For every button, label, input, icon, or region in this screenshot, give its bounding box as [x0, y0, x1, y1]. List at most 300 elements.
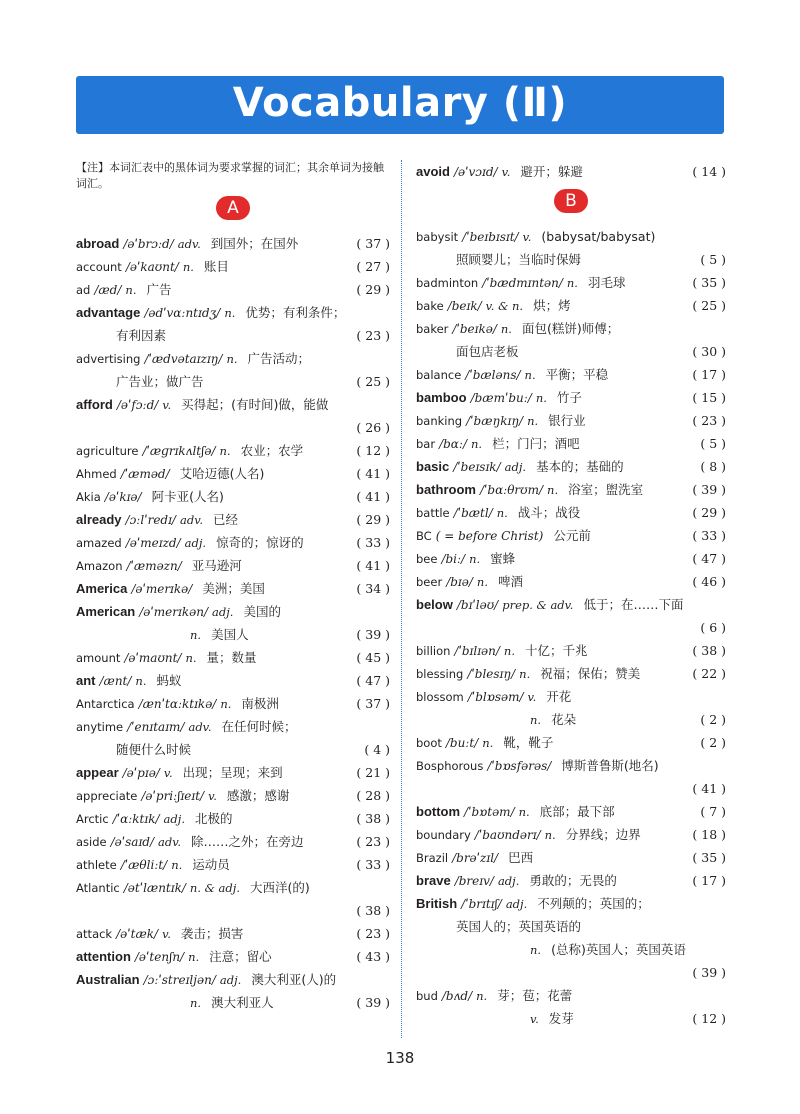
vocab-entry — [416, 455, 726, 478]
entry-line-ref — [416, 777, 726, 800]
definition: 袭击；损害 — [180, 926, 244, 941]
section-b-header — [416, 189, 726, 225]
definition: 感激；感谢 — [226, 788, 290, 803]
vocab-entry — [76, 554, 390, 577]
definition: 北极的 — [194, 811, 233, 826]
phonetic: /ˈbeɪkə/ — [452, 322, 497, 336]
part-of-speech: n. — [185, 651, 197, 665]
vocab-entry — [76, 439, 390, 462]
headword: bud — [416, 989, 438, 1003]
vocab-entry — [416, 731, 726, 754]
headword: boundary — [416, 828, 471, 842]
page-number: 138 — [385, 1049, 415, 1067]
definition: 大西洋(的) — [249, 880, 310, 895]
lesson-ref: ( 25 ) — [692, 298, 726, 313]
lesson-ref: ( 39 ) — [356, 627, 390, 642]
definition: 账目 — [203, 259, 229, 274]
entry-line — [76, 485, 390, 508]
phonetic: /əˈtæk/ — [116, 927, 159, 941]
vocab-entry — [76, 301, 390, 347]
phonetic: /əˈkaʊnt/ — [125, 260, 179, 274]
phonetic: /ˈblɒsəm/ — [467, 690, 524, 704]
entry-line — [76, 232, 390, 255]
entry-line — [416, 800, 726, 823]
entry-line — [76, 278, 390, 301]
entry-line-ref — [76, 899, 390, 922]
vocab-entry — [76, 807, 390, 830]
entry-line — [416, 662, 726, 685]
lesson-ref: ( 43 ) — [356, 949, 390, 964]
definition: 量；数量 — [206, 650, 257, 665]
phonetic: /ænt/ — [99, 674, 132, 688]
entry-line — [416, 892, 726, 915]
vocab-entry — [76, 347, 390, 393]
definition: 南极洲 — [241, 696, 279, 711]
vocab-entry — [76, 876, 390, 922]
part-of-speech: n. — [188, 950, 200, 964]
section-letter-a: A — [216, 196, 250, 220]
lesson-ref: ( 22 ) — [692, 666, 726, 681]
entry-line — [76, 761, 390, 784]
vocab-entry — [416, 639, 726, 662]
phonetic: /əˈtenʃn/ — [134, 950, 185, 964]
lesson-ref: ( 30 ) — [692, 344, 726, 359]
definition: 竹子 — [556, 390, 582, 405]
lesson-ref: ( 15 ) — [692, 390, 726, 405]
headword: Ahmed — [76, 467, 117, 481]
lesson-ref: ( 39 ) — [692, 482, 726, 497]
headword: blessing — [416, 667, 464, 681]
lesson-ref: ( 2 ) — [700, 735, 726, 750]
definition: 祝福；保佑；赞美 — [540, 666, 641, 681]
entry-line — [416, 823, 726, 846]
phonetic: /ˈbɒtəm/ — [464, 805, 515, 819]
vocab-entry — [76, 646, 390, 669]
phonetic: /ˈbæləns/ — [465, 368, 521, 382]
definition: 蜜蜂 — [490, 551, 516, 566]
vocab-entry — [416, 846, 726, 869]
part-of-speech: n. — [500, 322, 512, 336]
phonetic: /ɔːlˈredɪ/ — [125, 513, 176, 527]
vocab-entry — [416, 823, 726, 846]
definition: 艾哈迈德(人名) — [179, 466, 265, 481]
lesson-ref: ( 37 ) — [356, 696, 390, 711]
entry-line — [76, 347, 390, 370]
headword: attack — [76, 927, 113, 941]
phonetic: /əˈmerɪkən/ — [139, 605, 208, 619]
headword: Amazon — [76, 559, 123, 573]
vocab-entry — [76, 600, 390, 646]
part-of-speech-2: n. — [190, 628, 202, 642]
part-of-speech: adj. — [184, 536, 207, 550]
lesson-ref: ( 5 ) — [700, 436, 726, 451]
definition: 战斗；战役 — [517, 505, 581, 520]
phonetic: /ˈbɪlɪən/ — [454, 644, 500, 658]
headword: already — [76, 512, 122, 527]
definition: 亚马逊河 — [191, 558, 242, 573]
part-of-speech: v. — [162, 927, 171, 941]
headword: beer — [416, 575, 443, 589]
vocab-entry — [416, 524, 726, 547]
phonetic: /ˈbeɪsɪk/ — [453, 460, 501, 474]
part-of-speech: adv. — [177, 237, 201, 251]
lesson-ref: ( 45 ) — [356, 650, 390, 665]
vocab-entry — [416, 685, 726, 731]
entry-line — [416, 225, 726, 248]
headword: afford — [76, 397, 113, 412]
entry-line — [416, 363, 726, 386]
part-of-speech: adj. — [219, 973, 242, 987]
lesson-ref: ( 25 ) — [356, 374, 390, 389]
lesson-ref: ( 33 ) — [356, 857, 390, 872]
part-of-speech: v. — [527, 690, 537, 704]
headword: banking — [416, 414, 463, 428]
entry-line-cont — [416, 340, 726, 363]
left-column — [76, 160, 390, 1014]
part-of-speech: v. — [208, 789, 217, 803]
vocab-entry — [416, 892, 726, 984]
phonetic: /ədˈvɑːntɪdʒ/ — [144, 306, 221, 320]
vocab-entry — [416, 984, 726, 1030]
vocab-entry — [416, 294, 726, 317]
headword: bake — [416, 299, 444, 313]
lesson-ref: ( 12 ) — [356, 443, 390, 458]
definition: 蚂蚁 — [156, 673, 182, 688]
part-of-speech: adv. — [158, 835, 182, 849]
vocab-entry — [416, 570, 726, 593]
part-of-speech-2: v. — [530, 1012, 539, 1026]
definition: 开花 — [546, 689, 572, 704]
phonetic: /ˈæθliːt/ — [120, 858, 168, 872]
phonetic: /ˈbæŋkɪŋ/ — [466, 414, 524, 428]
lesson-ref: ( 38 ) — [692, 643, 726, 658]
headword: blossom — [416, 690, 464, 704]
headword: ad — [76, 283, 91, 297]
vocab-entry — [416, 754, 726, 800]
phonetic: /əˈpriːʃɪeɪt/ — [141, 789, 205, 803]
definition: 分界线；边界 — [565, 827, 641, 842]
definition: 不列颠的；英国的； — [537, 896, 650, 911]
entry-line-cont — [416, 248, 726, 271]
entry-line — [416, 570, 726, 593]
entry-line — [76, 945, 390, 968]
headword: American — [76, 604, 136, 619]
definition: 浴室；盥洗室 — [568, 482, 644, 497]
entry-line-sense2 — [416, 1007, 726, 1030]
part-of-speech: n. — [476, 575, 488, 589]
part-of-speech: adj. — [211, 605, 234, 619]
headword: bee — [416, 552, 438, 566]
lesson-ref: ( 6 ) — [700, 620, 726, 635]
right-column — [416, 160, 726, 1030]
definition: 避开；躲避 — [520, 164, 583, 179]
lesson-ref: ( 46 ) — [692, 574, 726, 589]
headword: billion — [416, 644, 451, 658]
lesson-ref: ( 21 ) — [356, 765, 390, 780]
phonetic: /əˈbrɔːd/ — [123, 237, 174, 251]
vocab-entry — [416, 160, 726, 183]
entry-line — [76, 531, 390, 554]
definition: 注意；留心 — [209, 949, 272, 964]
part-of-speech: n. — [469, 552, 481, 566]
headword: athlete — [76, 858, 117, 872]
entry-line — [416, 160, 726, 183]
definition: 优势；有利条件； — [245, 305, 346, 320]
definition: 勇敢的；无畏的 — [529, 873, 617, 888]
definition: 美国的 — [243, 604, 281, 619]
entry-line — [76, 508, 390, 531]
headword: British — [416, 896, 458, 911]
entry-line-cont — [416, 915, 726, 938]
entry-line — [416, 478, 726, 501]
headword: amount — [76, 651, 121, 665]
headword: appear — [76, 765, 119, 780]
definition: 在任何时候； — [221, 719, 297, 734]
column-divider — [401, 160, 402, 1038]
part-of-speech: n. — [519, 667, 531, 681]
part-of-speech: adj. — [505, 897, 528, 911]
part-of-speech: n. — [476, 989, 488, 1003]
part-of-speech: n. — [547, 483, 559, 497]
definition: 银行业 — [548, 413, 586, 428]
lesson-ref: ( 23 ) — [356, 834, 390, 849]
lesson-ref: ( 41 ) — [356, 466, 390, 481]
lesson-ref: ( 23 ) — [356, 328, 390, 343]
lesson-ref: ( 27 ) — [356, 259, 390, 274]
headword: battle — [416, 506, 450, 520]
vocab-entry — [76, 577, 390, 600]
entry-list-a-cont — [416, 160, 726, 183]
part-of-speech: n. — [524, 368, 536, 382]
entry-line — [76, 577, 390, 600]
headword: aside — [76, 835, 107, 849]
vocab-entry — [76, 945, 390, 968]
vocab-entry — [76, 462, 390, 485]
headword: baker — [416, 322, 449, 336]
phonetic: /beɪk/ — [447, 299, 482, 313]
part-of-speech: n. — [503, 644, 515, 658]
section-letter-b: B — [554, 189, 588, 213]
definition-cont: 面包店老板 — [456, 344, 519, 359]
entry-line — [416, 432, 726, 455]
headword: Arctic — [76, 812, 109, 826]
lesson-ref: ( 39 ) — [356, 995, 390, 1010]
headword: abroad — [76, 236, 120, 251]
phonetic: /əˈmaʊnt/ — [124, 651, 182, 665]
part-of-speech: n. — [471, 437, 483, 451]
headword: bar — [416, 437, 436, 451]
headword: below — [416, 597, 453, 612]
entry-line-cont — [76, 370, 390, 393]
vocab-entry — [416, 409, 726, 432]
phonetic: /brəˈzɪl/ — [452, 851, 499, 865]
entry-line — [416, 271, 726, 294]
lesson-ref: ( 35 ) — [692, 275, 726, 290]
definition: 农业；农学 — [240, 443, 304, 458]
entry-line — [76, 255, 390, 278]
lesson-ref: ( 17 ) — [692, 873, 726, 888]
vocab-entry — [76, 278, 390, 301]
lesson-ref: ( 37 ) — [356, 236, 390, 251]
vocab-entry — [76, 922, 390, 945]
entry-line-sense2 — [76, 623, 390, 646]
phonetic: /buːt/ — [445, 736, 479, 750]
definition: 烘；烤 — [533, 298, 571, 313]
note-text: 【注】本词汇表中的黑体词为要求掌握的词汇；其余单词为接触词汇。 — [76, 161, 384, 190]
part-of-speech: n. — [135, 674, 147, 688]
phonetic: /ɔːˈstreɪljən/ — [143, 973, 216, 987]
lesson-ref: ( 12 ) — [692, 1011, 726, 1026]
part-of-speech: n. & adj. — [189, 881, 240, 895]
vocab-entry — [416, 547, 726, 570]
lesson-ref: ( 28 ) — [356, 788, 390, 803]
vocab-entry — [416, 478, 726, 501]
phonetic: /bɪə/ — [446, 575, 473, 589]
definition-2: 澳大利亚人 — [211, 995, 274, 1010]
entry-line-ref — [76, 416, 390, 439]
definition-2: (总称)英国人；英国英语 — [551, 942, 686, 957]
headword: attention — [76, 949, 131, 964]
part-of-speech: n. — [226, 352, 238, 366]
vocab-entry — [416, 271, 726, 294]
part-of-speech: n. — [182, 260, 194, 274]
entry-line-sense2 — [416, 708, 726, 731]
vocab-entry — [76, 508, 390, 531]
lesson-ref: ( 14 ) — [692, 164, 726, 179]
part-of-speech-2: n. — [530, 713, 542, 727]
entry-line — [76, 669, 390, 692]
definition: 广告活动； — [247, 351, 311, 366]
entry-line-ref — [416, 961, 726, 984]
phonetic: /ˈɑːktɪk/ — [112, 812, 160, 826]
phonetic: /bɪˈləʊ/ — [456, 598, 499, 612]
lesson-ref: ( 38 ) — [356, 903, 390, 918]
phonetic: /breɪv/ — [454, 874, 494, 888]
part-of-speech-2: n. — [190, 996, 202, 1010]
part-of-speech: n. — [125, 283, 137, 297]
definition: 到国外；在国外 — [210, 236, 299, 251]
lesson-ref: ( 17 ) — [692, 367, 726, 382]
definition: 栏；门闩；酒吧 — [492, 436, 580, 451]
headword: bamboo — [416, 390, 467, 405]
definition-2: 花朵 — [551, 712, 577, 727]
definition-cont: 广告业；做广告 — [116, 374, 204, 389]
lesson-ref: ( 29 ) — [356, 512, 390, 527]
definition: 阿卡亚(人名) — [151, 489, 224, 504]
lesson-ref: ( 5 ) — [700, 252, 726, 267]
vocab-entry — [416, 869, 726, 892]
definition: 广告 — [146, 282, 172, 297]
definition: 底部；最下部 — [539, 804, 615, 819]
phonetic: /bɑː/ — [439, 437, 467, 451]
definition: 惊奇的；惊讶的 — [216, 535, 304, 550]
entry-line — [416, 754, 726, 777]
phonetic: /ˈæməd/ — [120, 467, 170, 481]
part-of-speech: n. — [535, 391, 547, 405]
entry-line — [76, 807, 390, 830]
headword: avoid — [416, 164, 450, 179]
phonetic: /əˈvɔɪd/ — [453, 165, 498, 179]
part-of-speech: n. — [171, 858, 183, 872]
part-of-speech: adj. — [497, 874, 520, 888]
vocab-entry — [416, 317, 726, 363]
entry-line — [76, 715, 390, 738]
definition: (babysat/babysat) — [541, 229, 656, 244]
phonetic: /ətˈlæntɪk/ — [123, 881, 186, 895]
definition: 博斯普鲁斯(地名) — [561, 758, 659, 773]
definition-cont: 有利因素 — [116, 328, 167, 343]
vocab-entry — [76, 784, 390, 807]
vocab-entry — [76, 692, 390, 715]
part-of-speech: v. & n. — [485, 299, 524, 313]
entry-line — [76, 922, 390, 945]
phonetic: /ˈæɡrɪkʌltʃə/ — [142, 444, 216, 458]
phonetic: /ˈbrɪtɪʃ/ — [461, 897, 502, 911]
phonetic: /bʌd/ — [441, 989, 473, 1003]
entry-line — [416, 547, 726, 570]
part-of-speech: n. — [496, 506, 508, 520]
entry-line-sense2 — [76, 991, 390, 1014]
lesson-ref: ( 18 ) — [692, 827, 726, 842]
headword: agriculture — [76, 444, 139, 458]
lesson-ref: ( 33 ) — [692, 528, 726, 543]
vocab-entry — [76, 485, 390, 508]
lesson-ref: ( 33 ) — [356, 535, 390, 550]
headword: Atlantic — [76, 881, 120, 895]
glossary-note — [76, 160, 390, 196]
section-a-header — [76, 196, 390, 232]
headword: balance — [416, 368, 462, 382]
phonetic: /ˈbeɪbɪsɪt/ — [462, 230, 519, 244]
lesson-ref: ( 47 ) — [692, 551, 726, 566]
headword: Australian — [76, 972, 140, 987]
vocab-entry — [416, 593, 726, 639]
lesson-ref: ( 38 ) — [356, 811, 390, 826]
definition: 运动员 — [192, 857, 230, 872]
entry-line — [76, 830, 390, 853]
phonetic: /æd/ — [94, 283, 122, 297]
definition-2: 发芽 — [548, 1011, 574, 1026]
entry-line — [76, 554, 390, 577]
headword: badminton — [416, 276, 479, 290]
headword: bottom — [416, 804, 461, 819]
lesson-ref: ( 23 ) — [356, 926, 390, 941]
part-of-speech: n. — [544, 828, 556, 842]
phonetic: /ˈbɒsfərəs/ — [487, 759, 552, 773]
definition: 羽毛球 — [587, 275, 626, 290]
headword: America — [76, 581, 128, 596]
definition: 出现；呈现；来到 — [182, 765, 283, 780]
part-of-speech: adv. — [188, 720, 212, 734]
definition-2: 美国人 — [211, 627, 249, 642]
page-title: Vocabulary (Ⅱ) — [232, 80, 568, 126]
phonetic: /ˈæməzn/ — [126, 559, 182, 573]
entry-line — [416, 593, 726, 616]
definition: 啤酒 — [497, 574, 523, 589]
vocab-entry — [416, 662, 726, 685]
phonetic: /əˈkɪə/ — [104, 490, 142, 504]
vocab-entry — [76, 255, 390, 278]
vocab-entry — [76, 830, 390, 853]
definition: 公元前 — [553, 528, 591, 543]
lesson-ref: ( 2 ) — [700, 712, 726, 727]
part-of-speech: n. — [527, 414, 539, 428]
part-of-speech: adv. — [179, 513, 203, 527]
part-of-speech: v. — [501, 165, 511, 179]
phonetic: /ˈbætl/ — [453, 506, 493, 520]
entry-list-b — [416, 225, 726, 1030]
vocab-entry — [76, 968, 390, 1014]
